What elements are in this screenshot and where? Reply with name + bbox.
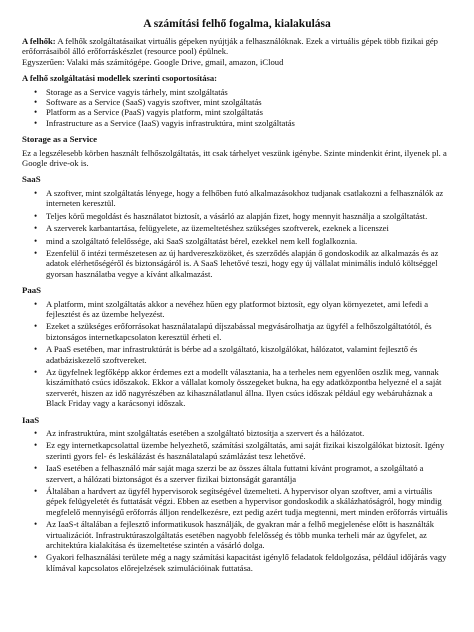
intro-examples: Egyszerűen: Valaki más számítógépe. Google Drive, gmail, amazon, iCloud: [22, 56, 284, 67]
storage-text: Ez a legszélesebb körben használt felhőszolgáltatás, itt csak tárhelyet veszünk igénybe. Szinte mindenkit érint, ilyenek pl. a Google drive-ok is.: [22, 147, 447, 169]
list-item: • Ezeket a szükséges erőforrásokat használatalapú díjszabással megvásárolhatja az ügyfél a felhőszolgáltatótól, és biztonságos internetkapcsolaton keresztül érheti el.: [38, 321, 452, 342]
list-item: • Az ügyfelnek legfőképp akkor érdemes ezt a modellt választania, ha a terheles nem egyenlően oszlik meg, vannak kiszámítható csúcs időszakok. Ekkor a vállalat komoly összegeket bukna, ha egy adatközpontba helyezné el a saját szerverét, hiszen az idő nagyrészében az kihasználatlanul állna. Ilyen csúcs időszak például egy webáruháznak a Black Friday vagy a karácsonyi időszak.: [38, 367, 452, 409]
list-item: • mind a szolgáltató felelőssége, aki SaaS szolgáltatást bérel, ezekkel nem kell foglalkoznia.: [38, 236, 452, 246]
saas-list: [22, 188, 452, 279]
iaas-list: [22, 428, 452, 573]
list-item: • Software as a Service (SaaS) vagyis szoftver, mint szolgáltatás: [38, 97, 452, 107]
list-item: • Storage as a Service vagyis tárhely, mint szolgáltatás: [38, 87, 452, 97]
document-title: A számítási felhő fogalma, kialakulása: [143, 18, 331, 30]
intro-label: A felhők:: [22, 36, 56, 46]
list-item: • IaaS esetében a felhasználó már saját maga szerzi be az összes általa futtatni kívánt programot, a szolgáltató a szervert, a hálózati biztonságot és a szerver fizikai biztonságát garantálja: [38, 463, 452, 484]
list-item: • Általában a hardvert az ügyfél hypervisorok segítségével üzemelteti. A hypervisor olyan szoftver, ami a virtuális gépek felügyeletét és futtatását végzi. Ebben az esetben a hypervisor gondoskodik a skálázhatóságról, hogy mindig megfelelő mennyiségű erőforrás álljon rendelkezésre, ezt pedig azért tudja megtenni, mert minden erőforrás virtuális: [38, 486, 452, 517]
intro-text: A felhők szolgáltatásaikat virtuális gépeken nyújtják a felhasználóknak. Ezek a virtuális gépek több fizikai gép erőforrásaiból álló erőforráskészlet (resource pool) épülnek.: [22, 36, 438, 57]
categories-heading: A felhő szolgáltatási modellek szerinti csoportosítása:: [22, 73, 218, 84]
list-item: • Az IaaS-t általában a fejlesztő informatikusok használják, de gyakran már a felhő megjelenése előtt is használták virtualizációt. Infrastruktúraszolgáltatás esetében nagyobb felelősség és több munka terheli már az ügyfelet, az architektúra kialakítása és üzemeltetése szintén a vásárló dolga.: [38, 519, 452, 550]
saas-heading: SaaS: [22, 174, 41, 185]
categories-list: [22, 87, 452, 129]
paas-heading: PaaS: [22, 285, 42, 296]
list-item: • A platform, mint szolgáltatás akkor a nevéhez hűen egy platformot biztosít, egy olyan környezetet, ami lefedi a fejlesztést és az üzembe helyezést.: [38, 299, 452, 320]
list-item: • Teljes körű megoldást és használatot biztosít, a vásárló az alapján fizet, hogy mennyit használja a szolgáltatást.: [38, 211, 452, 221]
list-item: • Az infrastruktúra, mint szolgáltatás esetében a szolgáltató biztosítja a szervert és a hálózatot.: [38, 428, 452, 438]
iaas-heading: IaaS: [22, 414, 40, 425]
list-item: • Ez egy internetkapcsolattal üzembe helyezhető, számítási szolgáltatás, ami saját fizikai kiszolgálókat biztosít. Igény szerinti gyors fel- és leskálázást és használatalapú számlázást tesz lehetővé.: [38, 440, 452, 461]
paas-list: [22, 299, 452, 409]
storage-heading: Storage as a Service: [22, 134, 97, 145]
list-item: • Ezenfelül ő intézi természetesen az új hardvereszközöket, és szerződés alapján ő gondoskodik az alkalmazás és az adatok elérhetőségéről és biztonságáról is. A SaaS lehetővé teszi, hogy egy új vállalat minimális induló költséggel gyorsan használatba vegye a kívánt alkalmazást.: [38, 248, 452, 279]
list-item: • Infrastructure as a Service (IaaS) vagyis infrastruktúra, mint szolgáltatás: [38, 118, 452, 128]
list-item: • A szoftver, mint szolgáltatás lényege, hogy a felhőben futó alkalmazásokhoz tudjanak csatlakozni a felhasználók az interneten keresztül.: [38, 188, 452, 209]
list-item: • Gyakori felhasználási területe még a nagy számítási kapacitást igénylő feladatok feldolgozása, például időjárás vagy klímával kapcsolatos előrejelzések szimulációinak futtatása.: [38, 552, 452, 573]
intro-paragraph: [22, 36, 452, 57]
list-item: • Platform as a Service (PaaS) vagyis platform, mint szolgáltatás: [38, 107, 452, 117]
list-item: • A PaaS esetében, mar infrastruktúrát is bérbe ad a szolgáltató, kiszolgálókat, hálózatot, valamint fejlesztő és adatbáziskezelő szoftvereket.: [38, 344, 452, 365]
list-item: • A szerverek karbantartása, felügyelete, az üzemeltetéshez szükséges szoftverek, ezeknek a licenszei: [38, 223, 452, 233]
